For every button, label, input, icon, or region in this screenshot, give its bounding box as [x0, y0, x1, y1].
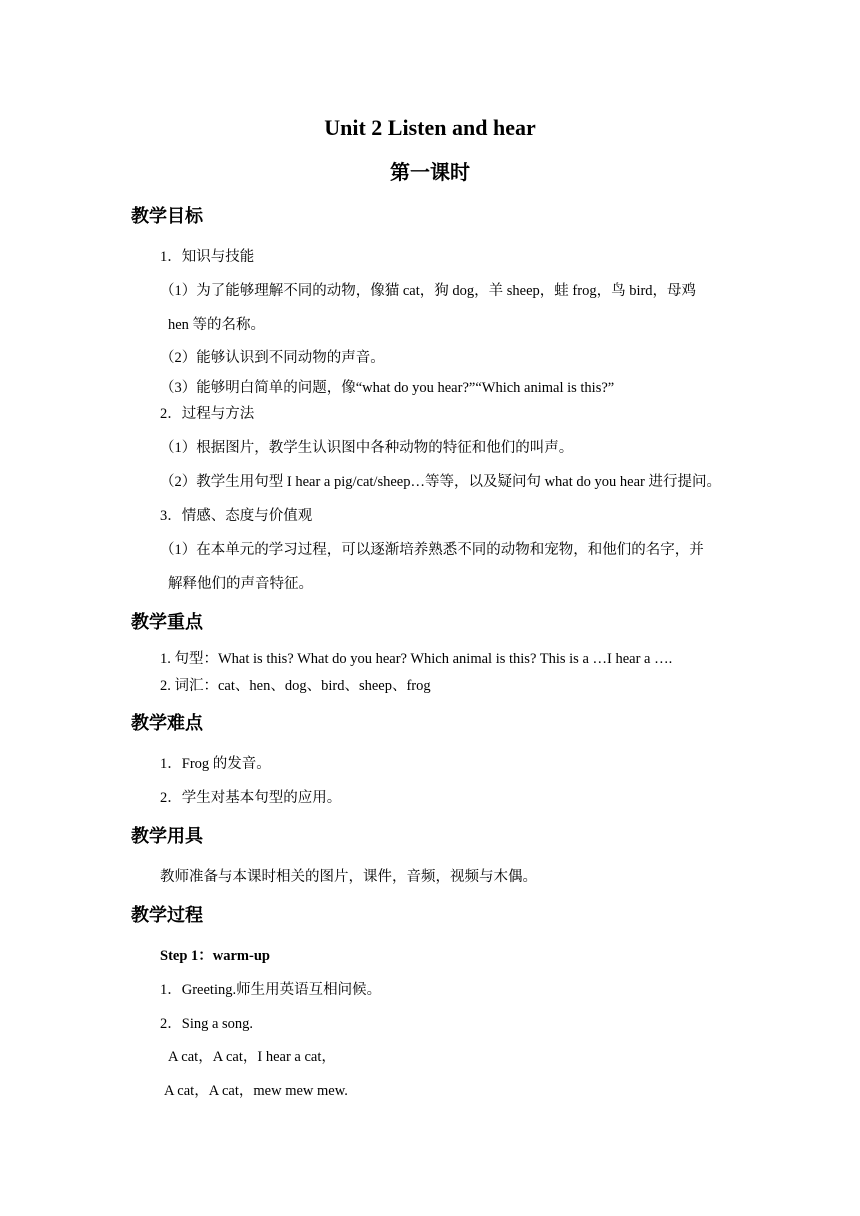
objectives-line: （2）能够认识到不同动物的声音。 [160, 350, 385, 366]
objectives-line: hen 等的名称。 [168, 317, 266, 333]
materials-line: 教师准备与本课时相关的图片，课件，音频，视频与木偶。 [160, 869, 537, 885]
heading-key-points: 教学重点 [131, 612, 203, 633]
objectives-line: 解释他们的声音特征。 [168, 576, 313, 592]
objectives-line: （1）为了能够理解不同的动物，像猫 cat，狗 dog，羊 sheep，蛙 frog，鸟 bird，母鸡 [160, 283, 697, 299]
song-line: A cat，A cat，mew mew mew. [164, 1083, 348, 1099]
objectives-line: （3）能够明白简单的问题，像“what do you hear?”“Which animal is this?” [160, 380, 615, 396]
objectives-line: 3．情感、态度与价值观 [160, 508, 313, 524]
objectives-line: 2．过程与方法 [160, 406, 255, 422]
process-line: 1．Greeting.师生用英语互相问候。 [160, 982, 382, 998]
heading-difficulties: 教学难点 [131, 713, 203, 734]
process-line: 2．Sing a song. [160, 1016, 254, 1032]
document-title: Unit 2 Listen and hear [324, 115, 536, 140]
step-1-heading: Step 1：warm-up [160, 948, 270, 964]
key-points-line: 1. 句型：What is this? What do you hear? Which animal is this? This is a …I hear a …. [160, 651, 673, 667]
difficulties-line: 2．学生对基本句型的应用。 [160, 790, 342, 806]
objectives-line: 1．知识与技能 [160, 249, 255, 265]
heading-objectives: 教学目标 [131, 206, 203, 227]
objectives-line: （2）教学生用句型 I hear a pig/cat/sheep…等等，以及疑问句 what do you hear 进行提问。 [160, 474, 721, 490]
objectives-line: （1）根据图片，教学生认识图中各种动物的特征和他们的叫声。 [160, 440, 574, 456]
song-line: A cat，A cat，I hear a cat， [168, 1049, 336, 1065]
heading-process: 教学过程 [131, 905, 203, 926]
heading-materials: 教学用具 [131, 826, 203, 847]
objectives-line: （1）在本单元的学习过程，可以逐渐培养熟悉不同的动物和宠物，和他们的名字，并 [160, 542, 704, 558]
lesson-subtitle: 第一课时 [390, 160, 470, 184]
key-points-line: 2. 词汇：cat、hen、dog、bird、sheep、frog [160, 678, 431, 694]
difficulties-line: 1．Frog 的发音。 [160, 756, 271, 772]
